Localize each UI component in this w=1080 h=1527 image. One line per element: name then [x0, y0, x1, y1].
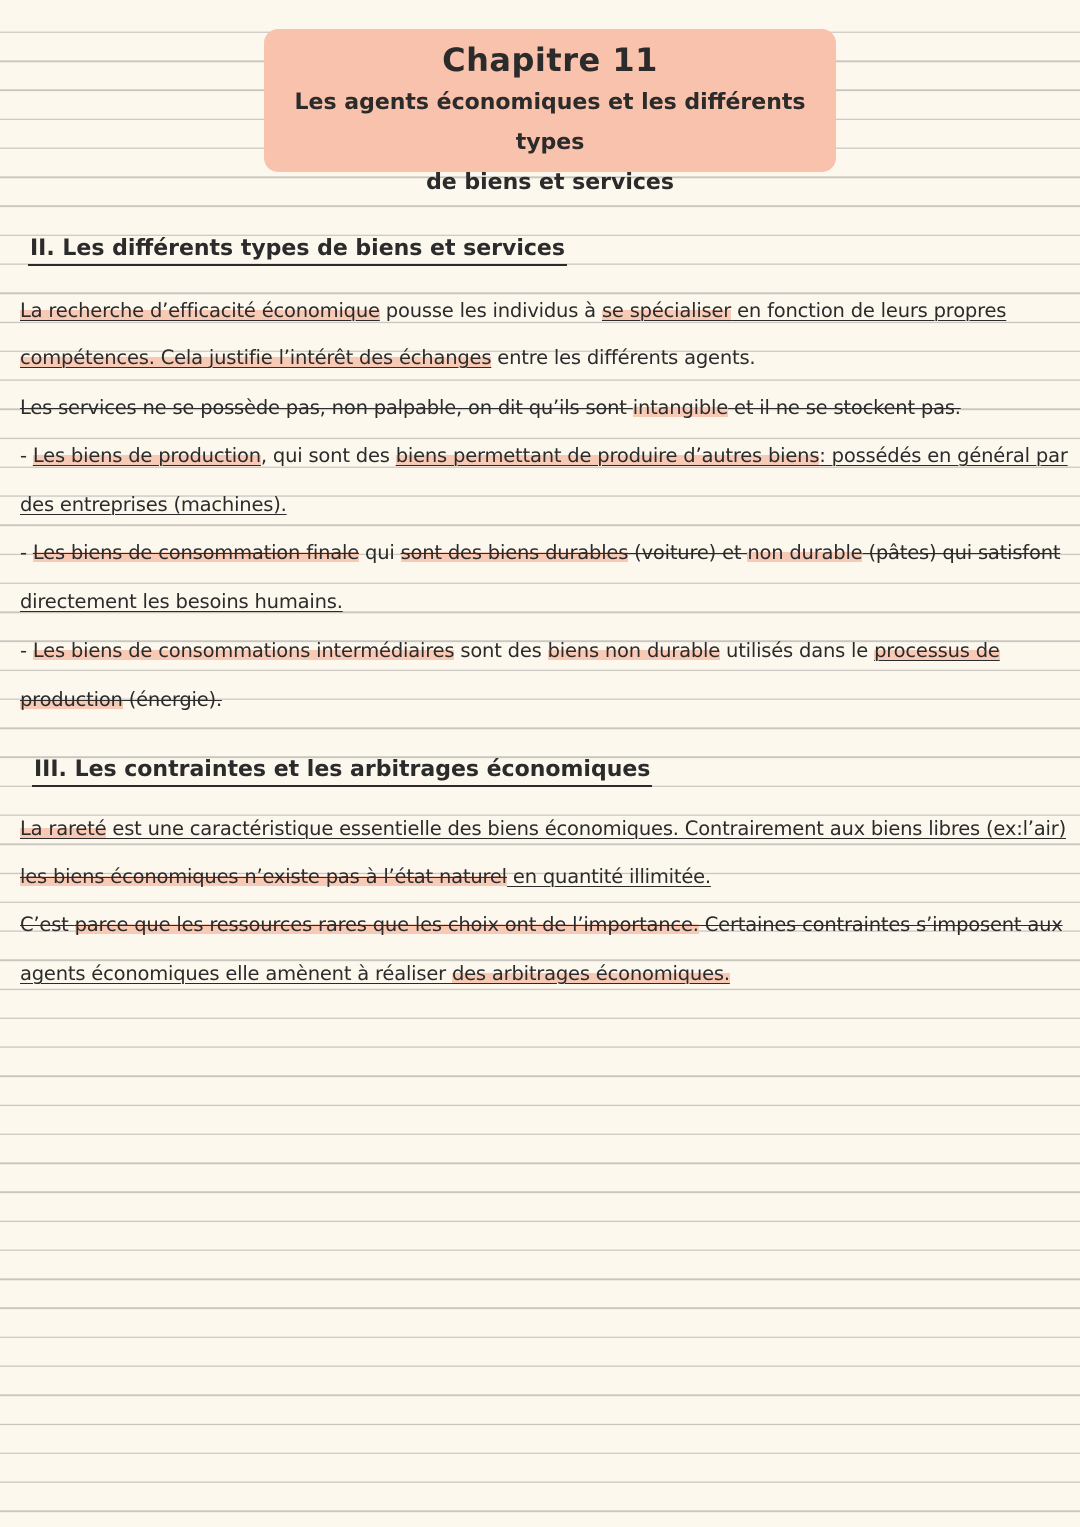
s2-line-8: - Les biens de consommations intermédiaires sont des biens non durable utilisés dans le processus de — [20, 639, 1000, 662]
s2-line-9: production (énergie). — [20, 688, 222, 711]
s2-line-1: La recherche d’efficacité économique pousse les individus à se spécialiser en fonction de leurs propres — [20, 299, 1007, 322]
s2-line-6: - Les biens de consommation finale qui sont des biens durables (voiture) et non durable (pâtes) qui satisfont — [20, 541, 1061, 564]
s3-line-1: La rareté est une caractéristique essentielle des biens économiques. Contrairement aux biens libres (ex:l’air) — [20, 817, 1066, 840]
s2-line-4: - Les biens de production, qui sont des biens permettant de produire d’autres biens: possédés en général par — [20, 444, 1068, 467]
s3-line-2: les biens économiques n’existe pas à l’état naturel en quantité illimitée. — [20, 865, 711, 888]
chapter-number: Chapitre 11 — [442, 41, 658, 79]
s2-line-2: compétences. Cela justifie l’intérêt des échanges entre les différents agents. — [20, 346, 756, 369]
section-2-heading: II. Les différents types de biens et services — [28, 234, 567, 266]
s3-line-3: C’est parce que les ressources rares que les choix ont de l’importance. Certaines contraintes s’imposent aux — [20, 913, 1063, 936]
s2-line-3: Les services ne se possède pas, non palpable, on dit qu’ils sont intangible et il ne se stockent pas. — [20, 396, 961, 419]
chapter-title-box — [264, 29, 836, 195]
s3-line-4: agents économiques elle amènent à réaliser des arbitrages économiques. — [20, 962, 730, 985]
section-3-heading: III. Les contraintes et les arbitrages économiques — [32, 755, 652, 787]
chapter-subtitle-line1: Les agents économiques et les différents types — [294, 90, 806, 155]
s2-line-5: des entreprises (machines). — [20, 493, 287, 516]
chapter-subtitle-line2: de biens et services — [426, 170, 674, 195]
s2-line-7: directement les besoins humains. — [20, 590, 343, 613]
